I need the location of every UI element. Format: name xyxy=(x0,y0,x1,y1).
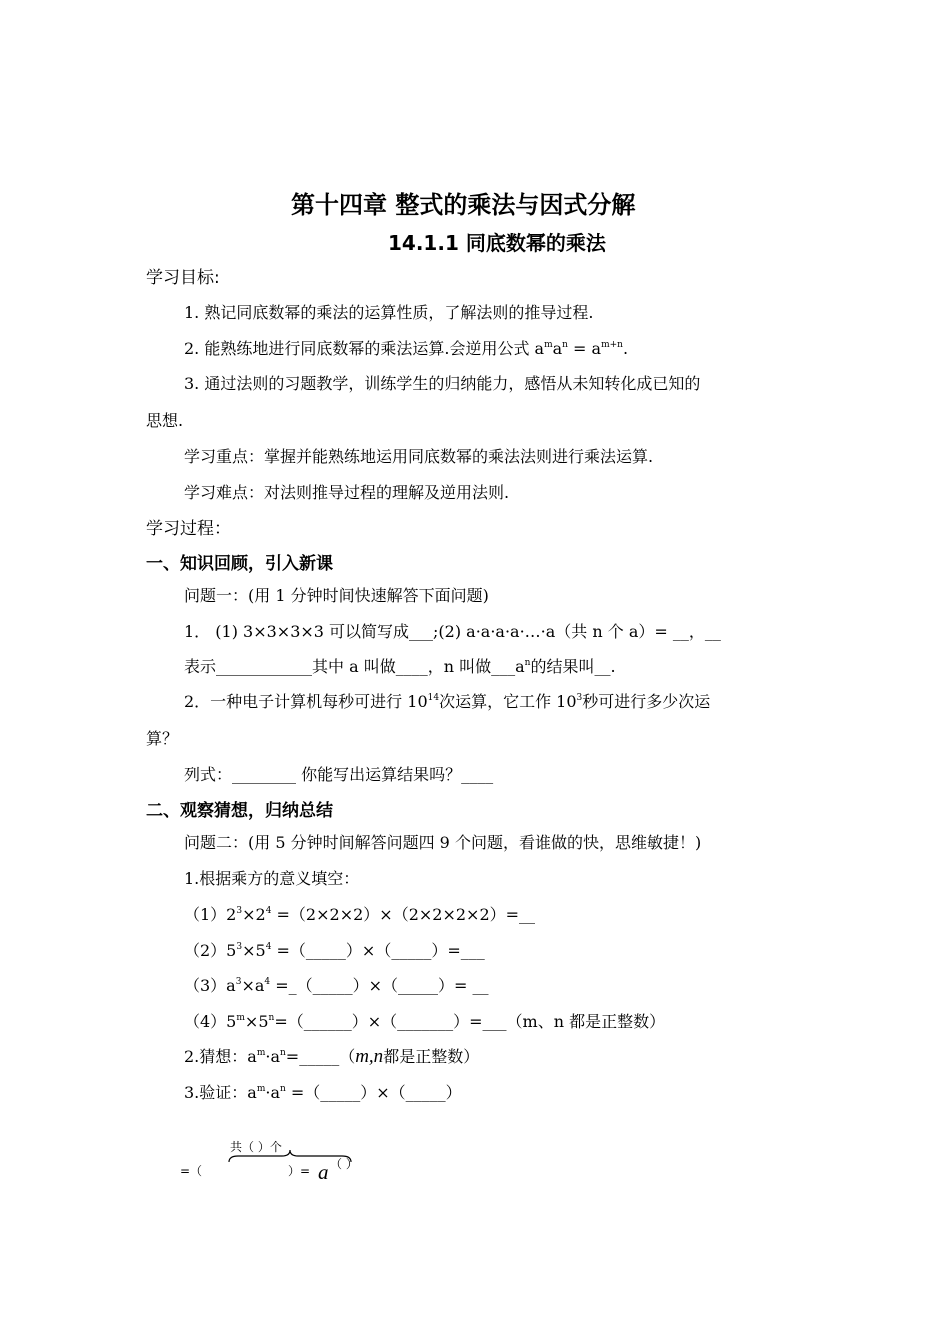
goals-heading: 学习目标: xyxy=(146,268,220,288)
difficulty: 学习难点：对法则推导过程的理解及逆用法则. xyxy=(184,483,510,502)
final-base: a xyxy=(318,1160,329,1184)
exercise-1: $(1)2^3\times 2^4$ =（2×2×2）×（2×2×2×2）=__ xyxy=(184,905,536,924)
question-1-item-2-line2: 算？ xyxy=(146,729,179,748)
brace-label: 共（ ）个 xyxy=(230,1140,282,1154)
question-1-intro: 问题一：(用 1 分钟时间快速解答下面问题) xyxy=(184,586,489,605)
question-1-item-1b: 表示____________其中 a 叫做____，n 叫做$\_\_\_a^n$的结果叫__. xyxy=(184,657,616,676)
question-1-item-2: 2．一种电子计算机每秒可进行 $10^{14}$次运算，它工作 $10^3$秒可进行多少次运 xyxy=(184,692,711,711)
goal-3-line2: 思想. xyxy=(146,411,184,430)
page-title: 第十四章 整式的乘法与因式分解 xyxy=(291,191,636,219)
final-equation-left: =（ xyxy=(180,1164,203,1178)
exercise-3: $(3)a^3\times a^4$ =_（_____）×（_____）= __ xyxy=(184,976,489,995)
page-subtitle: 14.1.1 同底数幂的乘法 xyxy=(388,231,606,255)
exercise-2: $(2)5^3\times 5^4$ =（_____）×（_____）=___ xyxy=(184,941,485,960)
exercise-4: $(4)5^m\times 5^n=(\_\_\_\_\_\_)\times(\_\_\_\_\_\_\_)=\_\_\_(m$、n 都是正整数） xyxy=(184,1012,666,1031)
process-heading: 学习过程： xyxy=(146,519,231,539)
goal-3-line1: 3. 通过法则的习题教学，训练学生的归纳能力，感悟从未知转化成已知的 xyxy=(184,374,701,393)
question-1-item-1: 1． (1) 3×3×3×3 可以简写成___;(2) a·a·a·a·…·a（共 n 个 a）= __，__ xyxy=(184,622,721,641)
question-1-list: 列式：________ 你能写出运算结果吗？____ xyxy=(184,765,494,784)
goal-2: 2. 能熟练地进行同底数幂的乘法运算.会逆用公式 $a^ma^n = a^{m+n}$. xyxy=(184,339,629,358)
key-point: 学习重点：掌握并能熟练地运用同底数幂的乘法法则进行乘法运算. xyxy=(184,447,654,466)
section-1-heading: 一、知识回顾，引入新课 xyxy=(146,554,333,574)
guess-line: 2.猜想：$a^m\cdot a^n=\_\_\_\_\_(m,n$都是正整数） xyxy=(184,1046,480,1067)
verify-line: 3.验证：$a^m\cdot a^n$ =（_____）×（_____） xyxy=(184,1083,462,1102)
section-2-heading: 二、观察猜想，归纳总结 xyxy=(146,801,333,821)
final-exponent-blank: （ ） xyxy=(330,1157,358,1171)
question-2-item-1: 1.根据乘方的意义填空： xyxy=(184,869,360,888)
goal-1: 1. 熟记同底数幂的乘法的运算性质，了解法则的推导过程. xyxy=(184,303,594,322)
final-equation-right: ）= xyxy=(288,1164,311,1178)
question-2-intro: 问题二：(用 5 分钟时间解答问题四 9 个问题，看谁做的快，思维敏捷！) xyxy=(184,833,702,852)
